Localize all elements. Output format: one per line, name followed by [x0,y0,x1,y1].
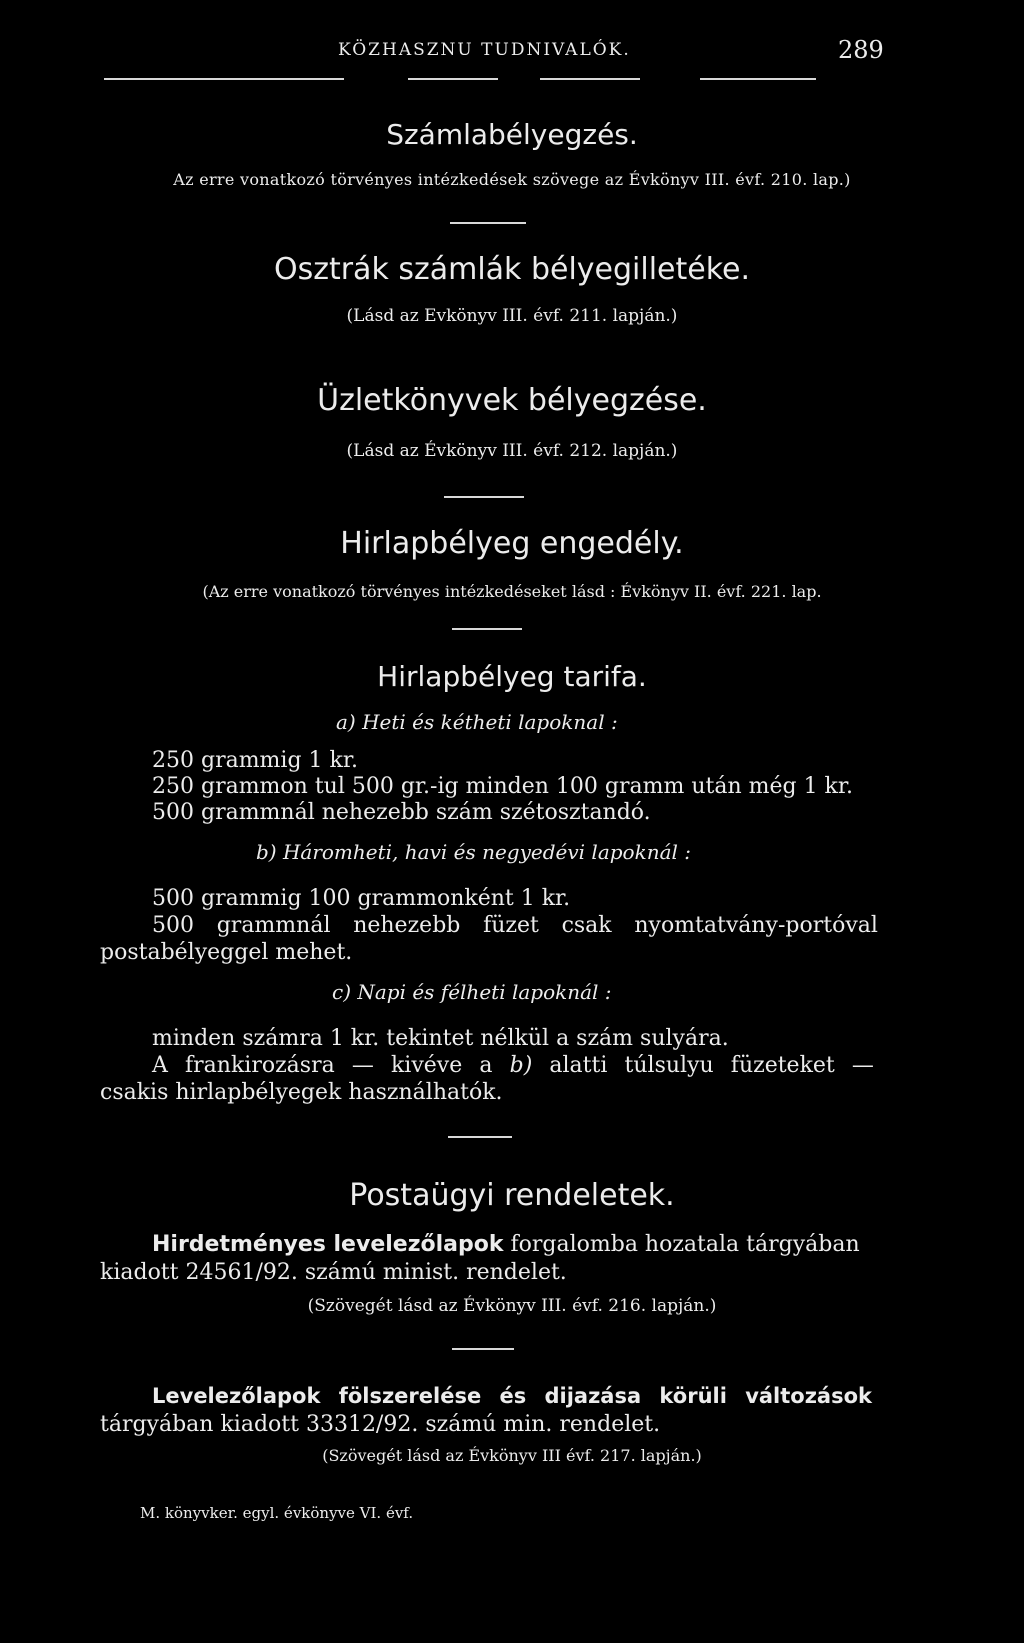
decree-line [152,1232,860,1257]
divider-rule [444,496,524,498]
word: és [499,1384,527,1408]
word: alatti [549,1053,608,1078]
word: fölszerelése [338,1384,482,1408]
divider-rule [448,1136,512,1138]
footer-signature: M. könyvker. egyl. évkönyve VI. évf. [140,1504,414,1522]
page-number: 289 [838,36,884,64]
section-note: (Az erre vonatkozó törvényes intézkedéseket lásd : Évkönyv II. évf. 221. lap. [202,582,822,601]
word: nehezebb [353,913,461,938]
section-title: Hirlapbélyeg engedély. [340,526,684,561]
word: körüli [659,1384,727,1408]
section-title: Hirlapbélyeg tarifa. [377,660,647,693]
decree-title-rest: forgalomba hozatala tárgyában [503,1232,860,1257]
section-note: (Lásd az Evkönyv III. évf. 211. lapján.) [346,306,678,326]
header-rule [540,78,640,80]
subsection-heading-a: a) Heti és kétheti lapoknal : [336,710,618,734]
section-title: Üzletkönyvek bélyegzése. [317,383,707,418]
word: grammnál [216,913,331,938]
tariff-line-justified [152,1053,874,1078]
decree-note: (Szövegét lásd az Évkönyv III. évf. 216. lapján.) [307,1296,717,1316]
tariff-line-justified [152,913,878,938]
word: frankirozásra [185,1053,335,1078]
tariff-line: minden számra 1 kr. tekintet nélkül a szám sulyára. [152,1026,729,1051]
word: Levelezőlapok [152,1384,321,1408]
tariff-line: 500 grammig 100 grammonként 1 kr. [152,886,571,911]
tariff-line: 250 grammig 1 kr. [152,748,358,773]
subsection-heading-b: b) Háromheti, havi és negyedévi lapoknál : [256,840,691,864]
tariff-line: csakis hirlapbélyegek használhatók. [100,1080,503,1105]
word: b) [509,1053,533,1078]
word: túlsulyu [624,1053,714,1078]
divider-rule [452,628,522,630]
word: a [479,1053,493,1078]
running-head [0,36,1024,66]
decree-line: kiadott 24561/92. számú minist. rendelet. [100,1260,567,1285]
decree-note: (Szövegét lásd az Évkönyv III évf. 217. lapján.) [322,1446,702,1465]
divider-rule [452,1348,514,1350]
word: — [851,1053,874,1078]
word: nyomtatvány-portóval [634,913,878,938]
header-rule [104,78,344,80]
section-title: Postaügyi rendeletek. [349,1178,675,1213]
decree-line-justified [152,1384,872,1408]
section-title: Osztrák számlák bélyegilletéke. [273,252,751,287]
word: változások [745,1384,872,1408]
word: 500 [152,913,194,938]
running-title: KÖZHASZNU TUDNIVALÓK. [338,40,631,60]
word: — [351,1053,374,1078]
word: A [152,1053,168,1078]
tariff-line: postabélyeggel mehet. [100,940,353,965]
decree-title-bold: Hirdetményes levelezőlapok [152,1232,504,1257]
word: dijazása [544,1384,642,1408]
tariff-line: 250 grammon tul 500 gr.-ig minden 100 gramm után még 1 kr. [152,774,853,799]
word: füzet [483,913,539,938]
section-note: (Lásd az Évkönyv III. évf. 212. lapján.) [346,441,678,461]
header-rule [700,78,816,80]
section-title: Számlabélyegzés. [386,118,638,151]
divider-rule [450,222,526,224]
word: füzeteket [730,1053,835,1078]
word: csak [561,913,612,938]
section-note: Az erre vonatkozó törvényes intézkedések szövege az Évkönyv III. évf. 210. lap.) [173,170,851,189]
header-rule [408,78,498,80]
tariff-line: 500 grammnál nehezebb szám szétosztandó. [152,800,651,825]
word: kivéve [390,1053,463,1078]
subsection-heading-c: c) Napi és félheti lapoknál : [332,980,612,1004]
decree-line: tárgyában kiadott 33312/92. számú min. rendelet. [100,1412,661,1437]
